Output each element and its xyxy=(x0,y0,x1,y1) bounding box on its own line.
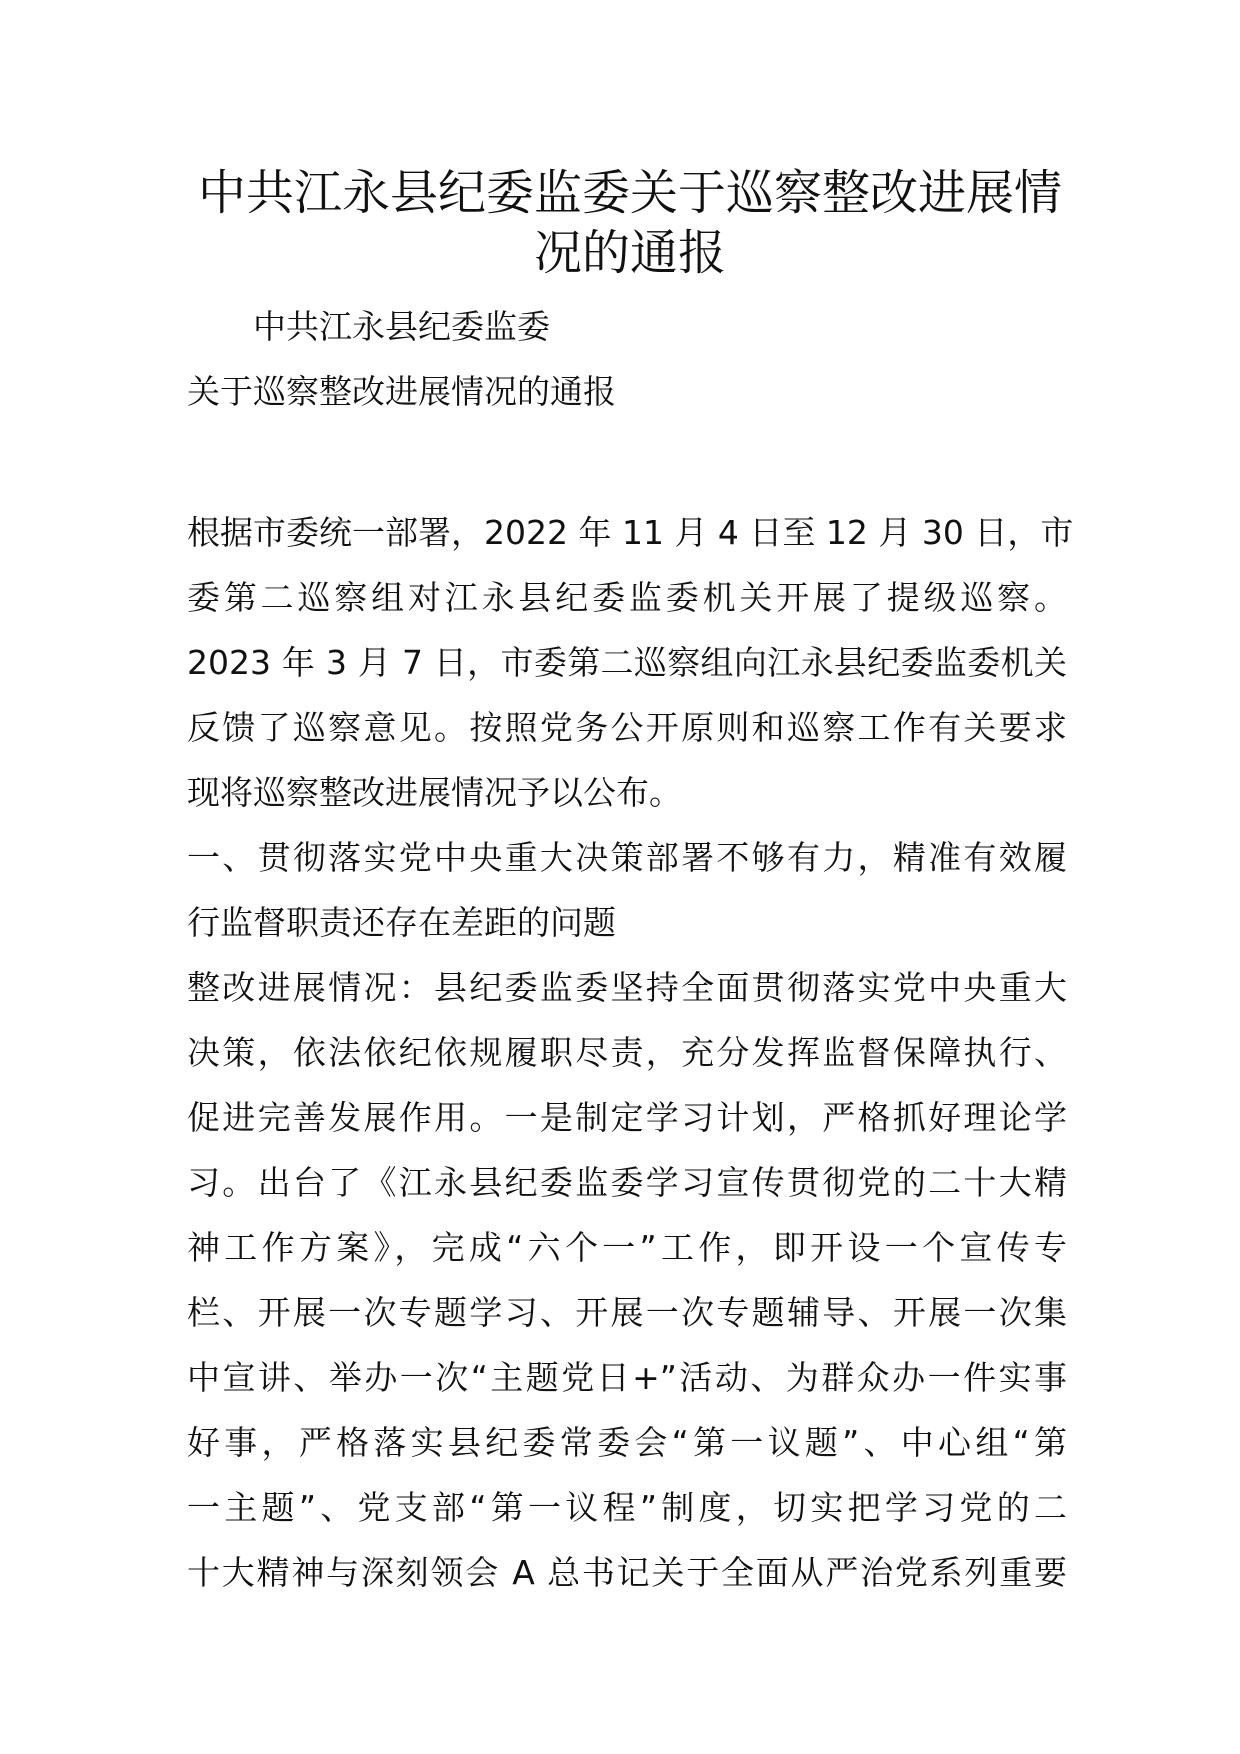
body-line: 习。出台了《江永县纪委监委学习宣传贯彻党的二十大精 xyxy=(187,1163,1067,1202)
body-line: 栏、开展一次专题学习、开展一次专题辅导、开展一次集 xyxy=(187,1293,1067,1332)
body-line: 神工作方案》，完成“六个一”工作，即开设一个宣传专 xyxy=(187,1228,1067,1267)
body-line: 2023 年 3 月 7 日，市委第二巡察组向江永县纪委监委机关 xyxy=(187,643,1067,682)
body-line: 整改进展情况：县纪委监委坚持全面贯彻落实党中央重大 xyxy=(187,968,1067,1007)
issuer-line: 中共江永县纪委监委 xyxy=(253,307,550,346)
title-line-1: 中共江永县纪委监委关于巡察整改进展情 xyxy=(197,165,1062,221)
body-line: 好事，严格落实县纪委常委会“第一议题”、中心组“第 xyxy=(187,1423,1067,1462)
body-line: 反馈了巡察意见。按照党务公开原则和巡察工作有关要求 xyxy=(187,708,1067,747)
body-line: 十大精神与深刻领会 A 总书记关于全面从严治党系列重要 xyxy=(187,1553,1067,1592)
notice-subtitle: 关于巡察整改进展情况的通报 xyxy=(187,372,616,411)
body-line: 中宣讲、举办一次“主题党日+”活动、为群众办一件实事 xyxy=(187,1358,1067,1397)
body-line: 根据市委统一部署，2022 年 11 月 4 日至 12 月 30 日，市 xyxy=(187,513,1074,552)
document-title xyxy=(160,163,1100,283)
body-line: 现将巡察整改进展情况予以公布。 xyxy=(187,773,682,812)
body-text xyxy=(187,500,1074,1605)
body-line: 一、贯彻落实党中央重大决策部署不够有力，精准有效履 xyxy=(187,838,1067,877)
body-line: 委第二巡察组对江永县纪委监委机关开展了提级巡察。 xyxy=(187,578,1067,617)
body-line: 促进完善发展作用。一是制定学习计划，严格抓好理论学 xyxy=(187,1098,1067,1137)
title-line-2: 况的通报 xyxy=(533,225,726,281)
body-line: 决策，依法依纪依规履职尽责，充分发挥监督保障执行、 xyxy=(187,1033,1067,1072)
body-line: 一主题”、党支部“第一议程”制度，切实把学习党的二 xyxy=(187,1488,1067,1527)
body-line: 行监督职责还存在差距的问题 xyxy=(187,903,616,942)
